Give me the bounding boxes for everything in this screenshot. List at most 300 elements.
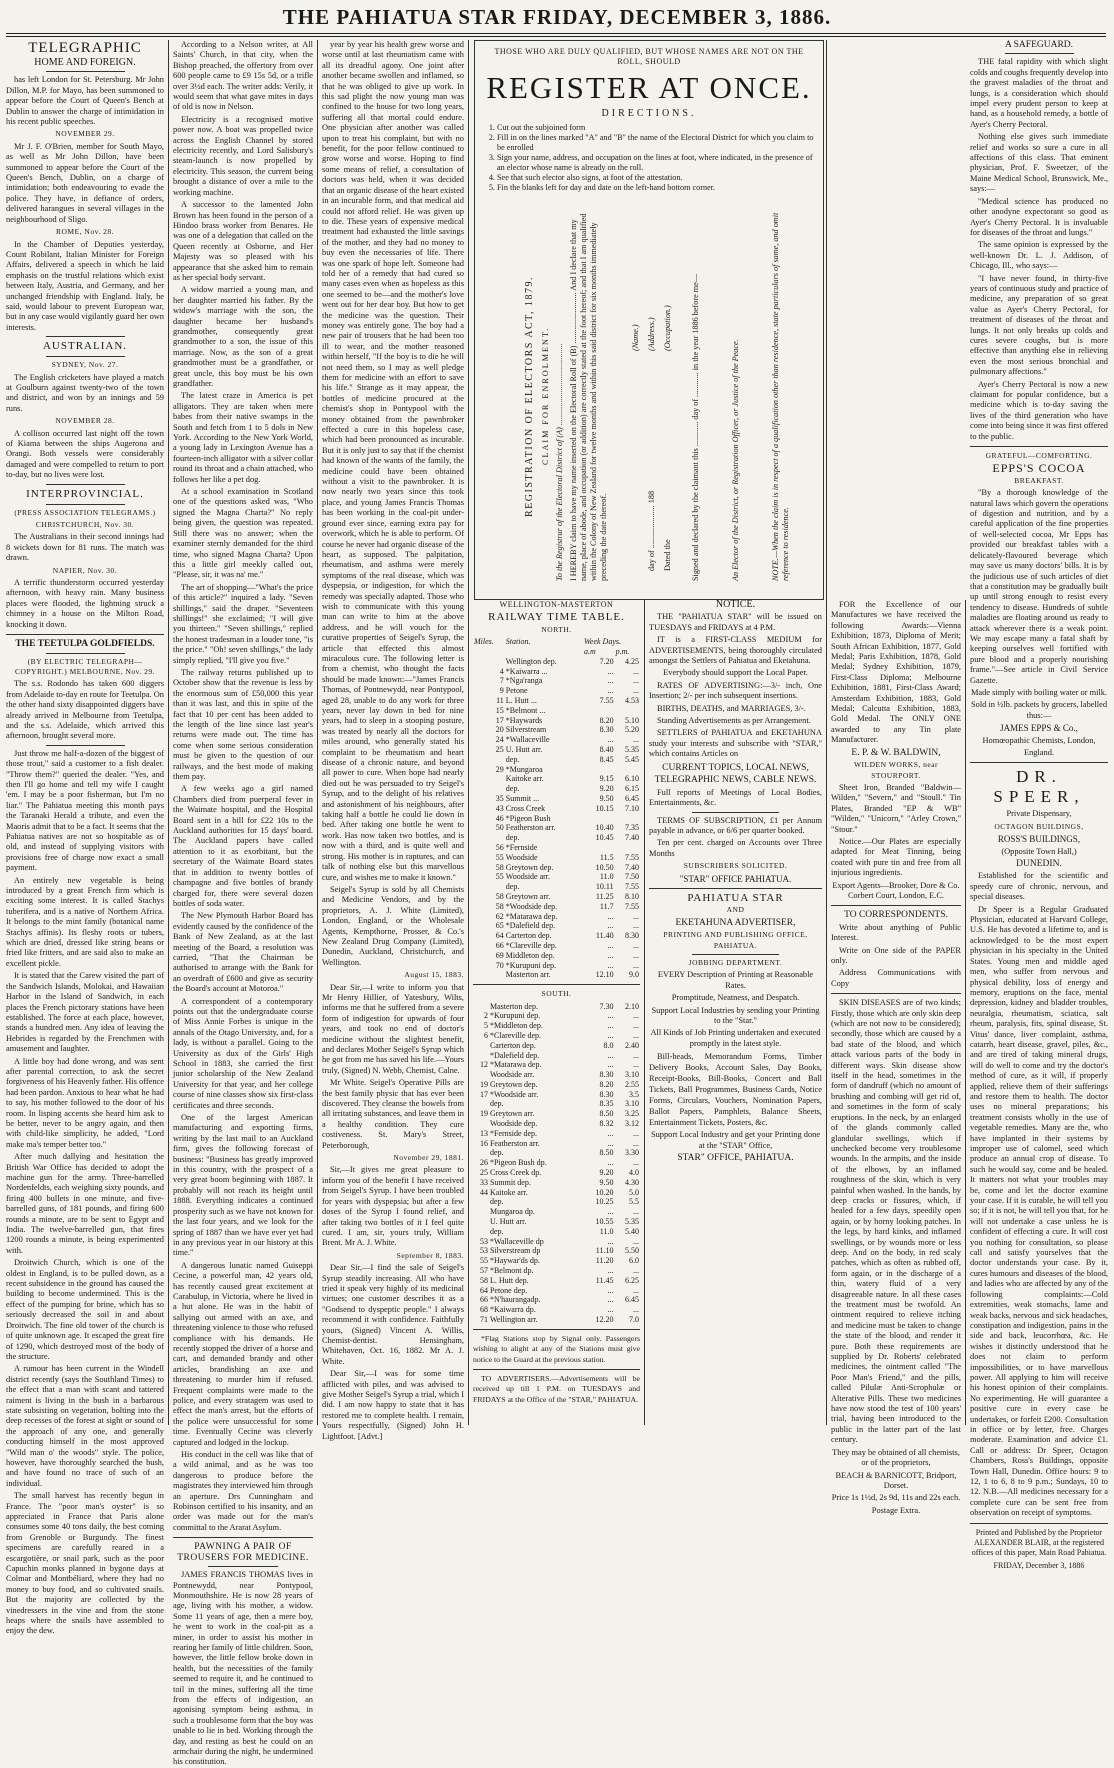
beach-barnicott: BEACH & BARNICOTT, Bridport, Dorset. — [835, 1470, 957, 1490]
speer-address: OCTAGON BUILDINGS, — [994, 821, 1084, 831]
timetable-station: *Kurupuni dep. — [505, 960, 557, 970]
article-text: Droitwich Church, which is one of the oldest in England, is to be pulled down, as a recent subsidence in the ground has caused the building to become undermined. This is the effect of the pumping for brine, which has so seriously decreased the soil in and about Droitwich. The fine old tower of the church is of quite unknown age. It escaped the great fire of 1290, which destroyed most of the body of the structure. — [6, 1258, 164, 1361]
timetable-miles: 25 — [495, 744, 504, 754]
timetable-miles: 55 — [495, 872, 504, 882]
timetable-row — [473, 1002, 640, 1012]
jobbing-text: Support Local Industries by sending your Printing to the "Star." — [651, 1005, 820, 1025]
speer-title: DR. SPEER, — [993, 767, 1085, 807]
timetable-miles: 7 — [499, 676, 504, 686]
timetable-miles: 58 — [495, 901, 504, 911]
timetable-miles: 66 — [479, 1295, 488, 1305]
timetable-station: *Middleton dep. — [489, 1021, 543, 1031]
timetable-row — [473, 1158, 640, 1168]
form-signed-line: Signed and declared by the claimant this ............ day of ............ in the year 1886 before me— — [691, 274, 700, 581]
timetable-miles: 20 — [495, 725, 504, 735]
timetable-pm: ... — [633, 1305, 639, 1315]
timetable-miles: 12 — [479, 1060, 488, 1070]
timetable-miles: 65 — [495, 921, 504, 931]
notice-text: BIRTHS, DEATHS, and MARRIAGES, 3/-. — [657, 703, 806, 713]
timetable-pm — [615, 843, 640, 853]
timetable-station: Woodside arr. — [505, 872, 551, 882]
timetable-row — [473, 1080, 640, 1090]
notice-text: Full reports of Meetings of Local Bodies, Entertainments, &c. — [649, 787, 822, 808]
dateline: NAPIER, Nov. 30. — [52, 565, 118, 575]
article-text: The English cricketers have played a match at Goulburn against twenty-two of the town and district, and won by an innings and 59 runs. — [6, 372, 164, 413]
ad-text: Seigel's Syrup is sold by all Chemists and Medicine Vendors, and by the proprietors, A. J. White (Limited), London, England, or the Wholesale Agents, Kempthorne, Prosser, & Co.'s New Zealand Drug Company (Limited), Dunedin, Auckland, Christchurch, and Wellington. — [322, 884, 464, 967]
timetable-row — [473, 1109, 640, 1119]
timetable-am: 8.30 — [599, 1089, 614, 1099]
ad-text: Dear Sir,—I write to inform you that Mr Henry Hillier, of Yatesbury, Wilts, informs me that he suffered from a severe form of indigestion for upwards of four years, and took no end of doctor's medicine without the slightest benefit, and declares Mother Seigel's Syrup which he got from me has saved his life.—Yours truly, (Signed) N. Webb, Chemist, Calne. — [322, 982, 464, 1075]
grateful-heading: GRATEFUL—COMFORTING. — [985, 451, 1093, 461]
timetable-station: *Clareville dep. — [505, 940, 557, 950]
timetable-row — [473, 941, 640, 951]
masthead-rule — [6, 33, 1106, 34]
timetable-pm: 3.5 — [629, 1089, 639, 1099]
timetable-am: 11.5 — [599, 852, 614, 862]
article-text: A few weeks ago a girl named Chambers died from puerperal fever in the Waimate hospital, and the Hospital Board sent in a bill for £22 10s to the Auckland authorities for 15 days' board. The Auckland papers have called attention to it as exorbitant, but the secretary of the Waimate Board states that in addition to twenty bottles of champagne and five bottles of brandy charged for, there were several dozen bottles of soda water. — [173, 784, 313, 908]
correspondents-text: Address Communications with Copy — [831, 968, 961, 988]
register-title: REGISTER AT ONCE. — [486, 70, 812, 105]
directions-heading: DIRECTIONS. — [601, 108, 697, 119]
timetable-station: dep. — [505, 882, 520, 892]
timetable-pm: 4.53 — [625, 696, 639, 705]
timetable-pm: ... — [633, 1138, 639, 1148]
timetable-am: ... — [607, 1266, 614, 1276]
column-divider — [317, 40, 318, 1425]
timetable-row — [473, 1041, 640, 1051]
timetable-pm: ... — [633, 1060, 639, 1070]
article-text: has left London for St. Petersburg. Mr John Dillon, M.P. for Mayo, has been summoned to appear before the Court of Queen's Bench at Dublin to answer the charge of intimidation in his recent public speeches. — [6, 75, 164, 127]
timetable-pm: 7.55 — [625, 901, 639, 911]
timetable-station: *Kurupuni dep. — [489, 1011, 541, 1021]
timetable-station: Woodside dep. — [489, 1119, 538, 1129]
timetable-am: 11.7 — [599, 901, 614, 911]
epps-title: EPPS'S COCOA — [992, 461, 1086, 476]
jobbing-text: EVERY Description of Printing at Reasonable Rates. — [657, 970, 814, 990]
timetable-row — [473, 1315, 640, 1325]
timetable-station: *Woodside arr. — [489, 1089, 539, 1099]
column-subheader: p.m. — [615, 647, 630, 657]
timetable-station: *Dalefield dep. — [489, 1050, 540, 1060]
timetable-row — [473, 1197, 640, 1207]
correspondents-title: TO CORRESPONDENTS. — [844, 910, 948, 921]
timetable-row — [473, 882, 640, 892]
timetable-am: ... — [607, 911, 614, 921]
timetable-pm: 7.55 — [625, 852, 639, 862]
railway-note: *Flag Stations stop by Signal only. Passengers wishing to alight at any of the Stations must give notice to the Guard at the previous station. — [473, 1333, 640, 1364]
form-elector-line: An Elector of the District, or Registration Officer, or Justice of the Peace. — [731, 339, 740, 581]
timetable-station: Carterton dep. — [489, 1040, 536, 1050]
star-subtitle-2: PRINTING AND PUBLISHING OFFICE, PAHIATUA. — [663, 930, 808, 950]
timetable-miles: 33 — [479, 1177, 488, 1187]
form-name-line: (Name.) — [631, 324, 640, 351]
timetable-am: ... — [607, 1295, 614, 1305]
direction-item: 4. See that such elector also signs, at foot of the attestation. — [497, 173, 815, 183]
ad-text: THE fatal rapidity with which slight colds and coughs frequently develop into the gravest maladies of the throat and lungs, is a consideration which should impel every prudent person to keep at hand, as a household remedy, a bottle of Ayer's Cherry Pectoral. — [970, 57, 1108, 129]
timetable-pm: 6.45 — [625, 1295, 639, 1305]
ad-text: Made simply with boiling water or milk. — [970, 687, 1108, 697]
article-text: Mr J. F. O'Brien, member for South Mayo, as well as Mr John Dillon, have been summoned to appear before the Court of the Queen's Bench, Dublin, on a charge of intimidation; both endeavouring to evade the police. They have, in defiance of orders, delivered harangues in several villages in the neighbourhood of Sligo. — [6, 141, 164, 224]
section-title-goldfields: THE TEETULPA GOLDFIELDS. — [15, 639, 155, 650]
timetable-station: Woodside arr. — [489, 1070, 535, 1080]
timetable-row — [473, 804, 640, 814]
timetable-station: *Kaiwarra dp. — [489, 1305, 536, 1315]
article-text: A little boy had done wrong, and was sent after parental correction, to ask the secret forgiveness of his Heavenly father. His offence had been pardon. Anxious to hear what he had to say, his mother followed to the door of his room. In lisping accents she heard him ask to be better, never to be angry again, and then with child-like simplicity, he added, "Lord make ma's temper better too." — [6, 1056, 164, 1149]
timetable-row — [473, 1031, 640, 1041]
timetable-station: *Mungaroa — [505, 764, 543, 774]
timetable-miles: 66 — [495, 940, 504, 950]
column-header: Station. — [505, 637, 531, 647]
column-divider — [168, 40, 169, 1425]
timetable-am: 11.0 — [599, 1226, 614, 1236]
railway-line: WELLINGTON-MASTERTON — [499, 600, 614, 609]
timetable-pm: 5.10 — [625, 715, 639, 725]
ad-text: JAMES FRANCIS THOMAS lives in Pontnewydd, near Pontypool, Monmouthshire. He is now 28 years of age, living with his mother, a widow. Some 11 years of age, then a mere boy, he went to work in the coal-pit as a miner, in order to assist his mother in rearing her family of little children. Soon, however, the little fellow broke down in health, but the necessities of the family seemed to require it, and he continued to toil in the mines, suffering all the time from the effects of indigestion, an agonising symptom being asthma, in such a troublesome form that the boy was unable to lie in bed. Working through the day, and resting as best he could on an armchair during the night, he undermined his constitution. — [173, 1570, 314, 1767]
timetable-station: *Fernside — [505, 842, 538, 852]
timetable-row — [473, 1217, 640, 1227]
speer-address: DUNEDIN. — [1016, 859, 1062, 870]
timetable-station: dep. — [489, 1148, 504, 1158]
timetable-row — [473, 1276, 640, 1286]
notice-text: THE "PAHIATUA STAR" will be issued on TUESDAYS and FRIDAYS at 4 P.M. — [649, 612, 822, 632]
timetable-station: Featherston arr. — [505, 823, 556, 833]
article-text: Electricity is a recognised motive power now. A boat was propelled twice across the English Channel by stored electricity recently, and Lord Salisbury's steam-launch is now propelled by electricity. This season, the current being brought a distance of over a mile to the working machine. — [173, 114, 313, 197]
register-notice-box — [474, 40, 824, 600]
timetable-row — [473, 872, 640, 882]
timetable-station: Masterton arr. — [505, 970, 551, 980]
epps-breakfast: BREAKFAST. — [1014, 475, 1064, 485]
timetable-row — [473, 823, 640, 833]
timetable-miles: 43 — [495, 803, 504, 813]
column-divider — [644, 600, 645, 1425]
jobbing-text: All Kinds of Job Printing undertaken and executed promptly in the latest style. — [650, 1028, 821, 1048]
timetable-row — [473, 755, 640, 765]
timetable-pm: ... — [633, 940, 639, 950]
timetable-pm: 6.0 — [629, 1256, 639, 1266]
timetable-pm: 7.35 — [625, 823, 639, 833]
timetable-row — [473, 1246, 640, 1256]
timetable-station: Silverstream — [505, 725, 547, 735]
timetable-am — [583, 706, 615, 716]
timetable-row — [473, 706, 640, 716]
timetable-header-row — [473, 637, 640, 647]
timetable-miles: 46 — [495, 813, 504, 823]
timetable-station: dep. — [489, 1197, 504, 1207]
letter-date: September 8, 1883. — [396, 1250, 464, 1260]
timetable-pm: ... — [633, 1021, 639, 1031]
timetable-miles — [473, 657, 505, 667]
timetable-pm: ... — [633, 666, 639, 676]
timetable-am: 11.25 — [595, 891, 614, 901]
timetable-miles — [473, 1070, 489, 1080]
timetable-pm: 5.40 — [625, 1226, 639, 1236]
timetable-miles — [473, 1002, 489, 1012]
column-safeguard — [970, 40, 1108, 1570]
timetable-station: *Wallaceville — [505, 735, 550, 745]
timetable-am: ... — [607, 735, 614, 745]
timetable-am: 7.55 — [599, 696, 614, 705]
timetable-miles — [473, 774, 505, 784]
timetable-station: *Clareville dep. — [489, 1030, 542, 1040]
direction-item: 5. Fin the blanks left for day and date on the left-hand bottom corner. — [497, 183, 815, 193]
timetable-am: 9.20 — [599, 1168, 614, 1178]
timetable-am: ... — [607, 1021, 614, 1031]
timetable-station: *Haywar'ds dp. — [489, 1256, 540, 1266]
timetable-pm: ... — [633, 686, 639, 696]
timetable-miles: 71 — [479, 1315, 488, 1325]
timetable-row — [473, 1256, 640, 1266]
column-divider — [965, 600, 966, 1425]
timetable-miles — [473, 1227, 489, 1237]
speer-address: ROSS'S BUILDINGS, — [997, 834, 1081, 845]
timetable-pm: 8.10 — [625, 891, 639, 901]
timetable-pm: 7.0 — [629, 1315, 639, 1325]
timetable-miles: 53 — [479, 1246, 488, 1256]
timetable-am: ... — [607, 1285, 614, 1295]
timetable-row — [473, 686, 640, 696]
timetable-am: ... — [607, 1207, 614, 1217]
timetable-pm: ... — [633, 921, 639, 931]
timetable-pm: 3.10 — [625, 1099, 639, 1109]
issue-date: FRIDAY, December 3, 1886 — [993, 1560, 1085, 1570]
column-header: Miles. — [474, 637, 494, 647]
timetable-row — [473, 902, 640, 912]
article-text: An entirely new vegetable is being introduced by a great French firm which is exciting some interest. It is called Stachys tuberifera, and is a native of Northern Africa. It belongs to the mint family (botanical name Stachys affinis). Its fleshy roots or tubers, which are dried, dressed like string beans or fried like fritters, and are said also to make an excellent pickle. — [6, 875, 164, 968]
timetable-station: Kaitoke arr. — [489, 1187, 528, 1197]
article-text: It is stated that the Carew visited the part of the Sandwich Islands, Molokai, and Hawaiian Harbor in the Island of Sandwich, in each places the French pictorary stations have been established. The force at each place, however, stands a hundred men. Any idea of leaving the Hebrides is regarded by the Frenchmen with amusement and laughter. — [6, 971, 164, 1054]
ad-text: Mr White. Seigel's Operative Pills are the best family physic that has ever been discovered. They cleanse the bowels from all irritating substances, and leave them in a healthy condition. They cure costiveness. St. Mary's Street, Peterborough, — [322, 1078, 464, 1150]
timetable-miles: 44 — [479, 1187, 488, 1197]
form-dated: Dated the — [663, 539, 672, 571]
timetable-miles — [473, 1051, 489, 1061]
form-title: REGISTRATION OF ELECTORS ACT, 1879. — [524, 275, 535, 517]
timetable-row — [473, 814, 640, 824]
timetable-station: Kaitoke arr. — [505, 774, 544, 784]
masthead-rule-2 — [6, 36, 1106, 37]
timetable-am: ... — [607, 676, 614, 686]
timetable-pm: ... — [633, 1266, 639, 1276]
timetable-row — [473, 951, 640, 961]
star-and: AND — [726, 905, 745, 915]
timetable-am: ... — [607, 1128, 614, 1138]
timetable-miles — [473, 833, 505, 843]
timetable-pm: 7.10 — [625, 803, 639, 813]
form-to-registrar: To the Registrar of the Electoral District of (A) ........................................ — [555, 343, 564, 581]
timetable-row — [473, 1070, 640, 1080]
notice-title: NOTICE. — [715, 599, 756, 610]
timetable-am: 11.40 — [595, 931, 614, 941]
ad-text: Nothing else gives such immediate relief and works so sure a cure in all affections of this class. That eminent physician, Prof. F. Sweetzer, of the Maine Medical School, Brunswick, Me., says:— — [970, 132, 1108, 194]
timetable-miles: 11 — [496, 696, 504, 705]
jobbing-footer: STAR" OFFICE, PAHIATUA. — [677, 1153, 794, 1164]
notice-text: Everybody should support the Local Paper. — [663, 668, 808, 678]
timetable-row — [473, 1168, 640, 1178]
column-safeguard-top — [831, 40, 961, 596]
form-address-line: (Address.) — [647, 317, 656, 351]
timetable-pm: 5.45 — [625, 754, 639, 764]
timetable-pm: 7.50 — [625, 872, 639, 882]
ad-text: The same opinion is expressed by the well-known Dr. L. J. Addison, of Chicago, Ill., who says:— — [970, 240, 1108, 271]
article-text: A dangerous lunatic named Guiseppi Cecine, a powerful man, 42 years old, has recently caused great excitement at Carabulup, in Victoria, where he lived in a hut alone. He was in the habit of sallying out armed with an axe, and threatening violence to those who refused compliance with his demands. He recently stopped the driver of a horse and cart, and demanded brandy and other articles, brandishing an axe and threatening to murder him if refused. Frequent complaints were made to the police, and every stratagem was used to effect the man's arrest, but the efforts of the police were unsuccessful for some time. Eventually Cecine was cleverly captured and lodged in the lockup. — [173, 1260, 313, 1447]
direction-item: 1. Cut out the subjoined form — [497, 123, 815, 133]
timetable-am: ... — [607, 1011, 614, 1021]
timetable-row — [473, 961, 640, 971]
timetable-pm: 7.40 — [625, 862, 639, 872]
timetable-am: 12.10 — [595, 970, 614, 980]
timetable-station: *Belmont ... — [505, 705, 546, 715]
timetable-miles — [473, 970, 505, 980]
form-claim-heading: CLAIM FOR ENROLMENT. — [541, 326, 550, 466]
ad-text: year by year his health grew worse and worse until at last rheumatism came with all its dreadful agony. One joint after another became swollen and inflamed, so that he was obliged to give up work. In this sad plight the now young man was confined to the house for two long years, suffering all that mortal could endure. One physician after another was called upon to treat his complaint, but with no benefit, for the poor fellow continued to grow worse and worse. Hoping to find some means of relief, a consultation of doctors was held, when it was decided that an organic disease of the heart existed in an incurable form, and that medical aid could not afford relief. He was given up to die. These years of expensive medical treatment had exhausted the little savings of the mother, and they had no money to buy even the necessaries of life. There was one spark of hope left. Someone had told her of a remedy that had cured so many cases even when as hopeless as this one seemed to be—and the mother's love went out for her dear boy. But how to get the medicine was the question. Their money was entirely gone. The boy had a new pair of trousers that he had been too ill to wear, and the mother reasoned within herself, "If the boy is to die he will not need them, so I may as well pledge them for medicine with an effort to save his life." Strange as it may appear, the bottles of medicine procured at the chemist's shop in Pontypool with the money obtained from the pawnbroker effected a cure in this hopeless case, which had been pronounced as incurable. But it is only just to say that if the chemist had known of the wants of the family, the medicine could have been obtained without a visit to the pawnbroker. It is now nearly two years since this took place, and young James Francis Thomas has been working in the coal-pit under-ground ever since, earning extra pay for overwork, which he is able to perform. Of course he never had organic disease of the heart, as supposed. The palpitation, rheumatism, and asthma were merely symptoms of the real disease, which was dyspepsia, or indigestion, for which the remedy was specially adapted. Those who wish to communicate with this young man can write to him at the above address, and he will vouch for the curative properties of Seigel's Syrup, the article that effected this almost miraculous cure. The following letter is from a chemist, who thought the facts should be made known:—"James Francis Thomas, of Pontnewydd, near Pontypool, aged 28, unable to do any work for three years, never lay down in bed for nine years, had to sleep in a stooping posture, was treated by nearly all the doctors for miles around, who generally stated his complaint to be rheumatism and heart disease of a chronic nature, and beyond all power to cure. When hope had nearly died out he was persuaded to try Seigel's Syrup, and to the delight of his relatives and astonishment of his neighbours, after taking half a bottle he could lie down in bed. After taking one bottle he went to work. Has now taken two bottles, and is now with a third, and is quite well and strong. His mother is in raptures, and can talk of nothing else but this marvellous cure, and wishes me to make it known." — [322, 40, 464, 882]
timetable-am: 9.15 — [599, 774, 614, 784]
ad-text: Export Agents—Brooker, Dore & Co. Corbert Court, London, E.C. — [832, 880, 960, 900]
timetable-row — [473, 853, 640, 863]
timetable-miles: 53 — [479, 1236, 488, 1246]
timetable-station: dep. — [505, 754, 520, 764]
article-text: After much dallying and hesitation the British War Office has decided to adopt the machine gun for the army. Three-barrelled Nordenfeldts, each weighing sixty pounds, and firing 400 bullets in one minute, and five-barrelled guns, of 181 pounds, and firing 600 rounds a minute, are to be sent to Egypt and India. The twelve-barrelled gun, that fires 1200 rounds a minute, is being experimented with. — [6, 1152, 164, 1255]
timetable-miles: 55 — [495, 852, 504, 862]
epps-england: England. — [1023, 748, 1054, 757]
timetable-am: 10.50 — [595, 862, 614, 872]
timetable-row — [473, 1227, 640, 1237]
form-claim-body: I HEREBY claim to have my name inserted on the Electoral Roll of (B) ......................... And I declare that my name, place of abode, and occupation (or addition) are correctly stated at the foot hereof; and that I am qualified within the Colony of New Zealand for twelve months and within this said district for six months immediately preceding the date thereof. — [569, 213, 608, 581]
timetable-station: Petone dep. — [489, 1285, 528, 1295]
direction-item: 2. Fill in on the lines marked "A" and "B" the name of the Electoral District for which you claim to be enrolled — [497, 133, 815, 153]
timetable-am: 11.20 — [595, 1256, 614, 1266]
timetable-miles: 19 — [479, 1079, 488, 1089]
timetable-row — [473, 1060, 640, 1070]
timetable-am: 8.40 — [599, 744, 614, 754]
timetable-station: dep. — [505, 784, 520, 794]
timetable-pm: 5.5 — [629, 1197, 639, 1207]
timetable-pm: 5.35 — [625, 744, 639, 754]
timetable-station: *N'haurangadp. — [489, 1295, 541, 1305]
timetable-miles: 55 — [479, 1256, 488, 1266]
timetable-am: 9.20 — [599, 784, 614, 794]
timetable-row — [473, 970, 640, 980]
register-lead: THOSE WHO ARE DULY QUALIFIED, BUT WHOSE NAMES ARE NOT ON THE ROLL, SHOULD — [494, 47, 804, 66]
timetable-pm: 7.55 — [625, 882, 639, 892]
timetable-am: 7.30 — [599, 1001, 614, 1011]
timetable-station: Greytown dep. — [489, 1079, 538, 1089]
epps-homeopathic: Homœopathic Chemists, London, — [982, 735, 1096, 745]
article-text: The s.s. Rodondo has taken 600 diggers from Adelaide to-day en route for Teetulpa. On the other hand sixty disappointed diggers have already arrived in Melbourne from Teetulpa, and the s.s. Adelaide, which arrived this afternoon, brought several more. — [6, 679, 164, 741]
timetable-miles — [473, 755, 505, 765]
correspondents-text: Write on One side of the PAPER only. — [831, 945, 961, 965]
timetable-am: ... — [607, 666, 614, 676]
timetable-row — [473, 1129, 640, 1139]
timetable-miles — [473, 1217, 489, 1227]
timetable-row — [473, 657, 640, 667]
timetable-am: 11.45 — [595, 1275, 614, 1285]
timetable-station: dep. — [505, 833, 520, 843]
timetable-am: 8.32 — [599, 1119, 614, 1129]
timetable-row — [473, 1237, 640, 1247]
timetable-am: 10.40 — [595, 823, 614, 833]
timetable-row — [473, 1139, 640, 1149]
timetable-miles — [473, 882, 505, 892]
timetable-station: *Matarawa dep. — [505, 911, 558, 921]
timetable-station: Greytown arr. — [505, 891, 551, 901]
skin-diseases-text: SKIN DISEASES are of two kinds; Firstly, those which are only skin deep (which are not now to be considered); secondly, those which are caused by a bad state of the blood, and which attack various parts of the body in different ways. Skin disease show itself in the head, sometimes in the form of dandruff (which no amount of brushing and combing will get rid of, and sometimes in the form of scaly eruptions. In the neck, by an enlarged of the glands commonly called glandular swellings, which if unchecked become very troublesome wounds. In the armpits, and the inside of the elbows, by an inflamed roughness of the skin, which is very painful when washed. In the hands, by deep cracks or fissures, which, if healed for a few days, speedily open again, or by horny looking patches. In the legs, by hard kinks, and inflamed swellings, or by wounds more or less deep. And on the body, in red scaly patches, which as often as rubbed off, form again, or in the discharge of a thin, watery fluid of a very disagreeable nature. In all these cases the treatment must be twofold. An ointment required to relieve itching and medicine must be taken to change the state of the blood, and render it pure. Both these requirements are supplied by Dr. Roberts' celebrated medicines, the ointment called "The Poor Man's Friend," and the pills, called Pilulæ Anti-Scrophulæ or Alterative Pills. These two medicines have now stood the test of 100 years' trial, having been introduced to the public in the latter part of the last century. — [831, 998, 961, 1445]
column-star-notice — [649, 600, 822, 1425]
section-title-telegraphic: TELEGRAPHIC — [28, 40, 142, 56]
article-text: According to a Nelson writer, at All Saints' Church, in that city, when the Bishop preached, the offertory from over 600 people came to £9 15s 5d, or a trifle over 3½d each. The writer adds: Verily, it would seem that what gave mites in days of old is now in Nelson. — [173, 40, 313, 112]
speer-address: (Opposite Town Hall,) — [1001, 846, 1077, 856]
notice-text: IT is a FIRST-CLASS MEDIUM for ADVERTISEMENTS, being thoroughly circulated amongst the Settlers of Pahiatua and Eketahuna. — [649, 635, 822, 666]
timetable-miles — [473, 784, 505, 794]
timetable-miles: 64 — [495, 931, 504, 941]
timetable-am: 8.35 — [599, 1099, 614, 1109]
timetable-row — [473, 784, 640, 794]
timetable-miles: 24 — [495, 735, 504, 745]
form-day-line: day of ..................... 188 — [647, 490, 656, 571]
column-divider — [826, 40, 827, 1425]
article-text: His conduct in the cell was like that of a wild animal, and as he was too dangerous to produce before the magistrates they interviewed him through an aperture. Drs Cunningham and Robinson certified to his insanity, and an order was made out for the man's committal to the Ararat Asylum. — [173, 1450, 313, 1532]
timetable-pm: 4.30 — [625, 1177, 639, 1187]
timetable-row — [473, 765, 640, 775]
direction-item: 3. Sign your name, address, and occupation on the lines at foot, where indicated, in the presence of an elector whose name is already on the roll. — [497, 153, 815, 173]
timetable-row — [473, 863, 640, 873]
railway-timetable — [473, 600, 640, 1425]
timetable-miles: 5 — [483, 1021, 488, 1031]
timetable-am: ... — [607, 960, 614, 970]
timetable-station: *Fernside dep. — [489, 1128, 538, 1138]
form-note: NOTE.—When the claim is in respect of a qualification other than residence, state particulars of same, and omit reference to residence. — [771, 212, 790, 581]
timetable-miles: 16 — [479, 1138, 488, 1148]
railway-title: RAILWAY TIME TABLE. — [488, 611, 625, 624]
section-title-interprovincial: INTERPROVINCIAL. — [26, 487, 144, 500]
timetable-miles: 70 — [495, 960, 504, 970]
timetable-row — [473, 1295, 640, 1305]
timetable-pm: ... — [633, 1011, 639, 1021]
jobbing-text: Promptitude, Neatness, and Despatch. — [671, 993, 800, 1003]
timetable-miles: 15 — [495, 705, 504, 715]
timetable-miles: 58 — [495, 891, 504, 901]
notice-text: Ten per cent. charged on Accounts over Three Months — [649, 838, 822, 858]
timetable-miles: 9 — [499, 686, 504, 696]
timetable-pm: 5.35 — [625, 1217, 639, 1227]
ad-text: Sold in ½lb. packets by grocers, labelled thus:— — [970, 700, 1108, 720]
timetable-am: ... — [607, 921, 614, 931]
notice-text: Standing Advertisements as per Arrangement. — [657, 716, 811, 726]
article-text: A correspondent of a contemporary points out that the undergraduate course of Miss Annie Forbes is unique in the annals of the Otago University, and, for a lady, is without a parallel. Going to the University as dux of the Girls' High School in 1883, she carried the first junior scholarship of the New Zealand University for that year, and her college course of nine classes show six first-class certificates and three seconds. — [173, 996, 313, 1110]
correspondents-text: Write about anything of Public Interest. — [831, 922, 961, 943]
timetable-station: Featherston arr. — [489, 1138, 540, 1148]
timetable-station: *Nga'ranga — [505, 676, 543, 686]
timetable-am: 10.20 — [595, 1187, 614, 1197]
timetable-am: 10.11 — [595, 882, 614, 892]
timetable-pm — [615, 706, 640, 716]
timetable-pm: 6.25 — [625, 1275, 639, 1285]
timetable-station: *Wallaceville dp — [489, 1236, 544, 1246]
notice-text: "STAR" OFFICE PAHIATUA. — [679, 873, 792, 884]
timetable-am — [583, 814, 615, 824]
timetable-row — [473, 735, 640, 745]
ad-text: Ayer's Cherry Pectoral is now a new claimant for popular confidence, but a medicine which is to-day saving the lives of the third generation who have come into being since it was first offered to the public. — [970, 379, 1108, 441]
timetable-am: ... — [607, 1060, 614, 1070]
column-header: Week Days. — [583, 637, 621, 647]
timetable-am: ... — [607, 950, 614, 960]
timetable-am: 8.20 — [599, 715, 614, 725]
column-divider — [468, 40, 469, 1425]
timetable-pm: 9.0 — [629, 970, 639, 980]
timetable-miles: 2 — [483, 1011, 488, 1021]
timetable-station: *Matarawa dep. — [489, 1060, 542, 1070]
timetable-row — [473, 667, 640, 677]
timetable-pm: 7.40 — [625, 833, 639, 843]
timetable-am: 12.20 — [595, 1315, 614, 1325]
